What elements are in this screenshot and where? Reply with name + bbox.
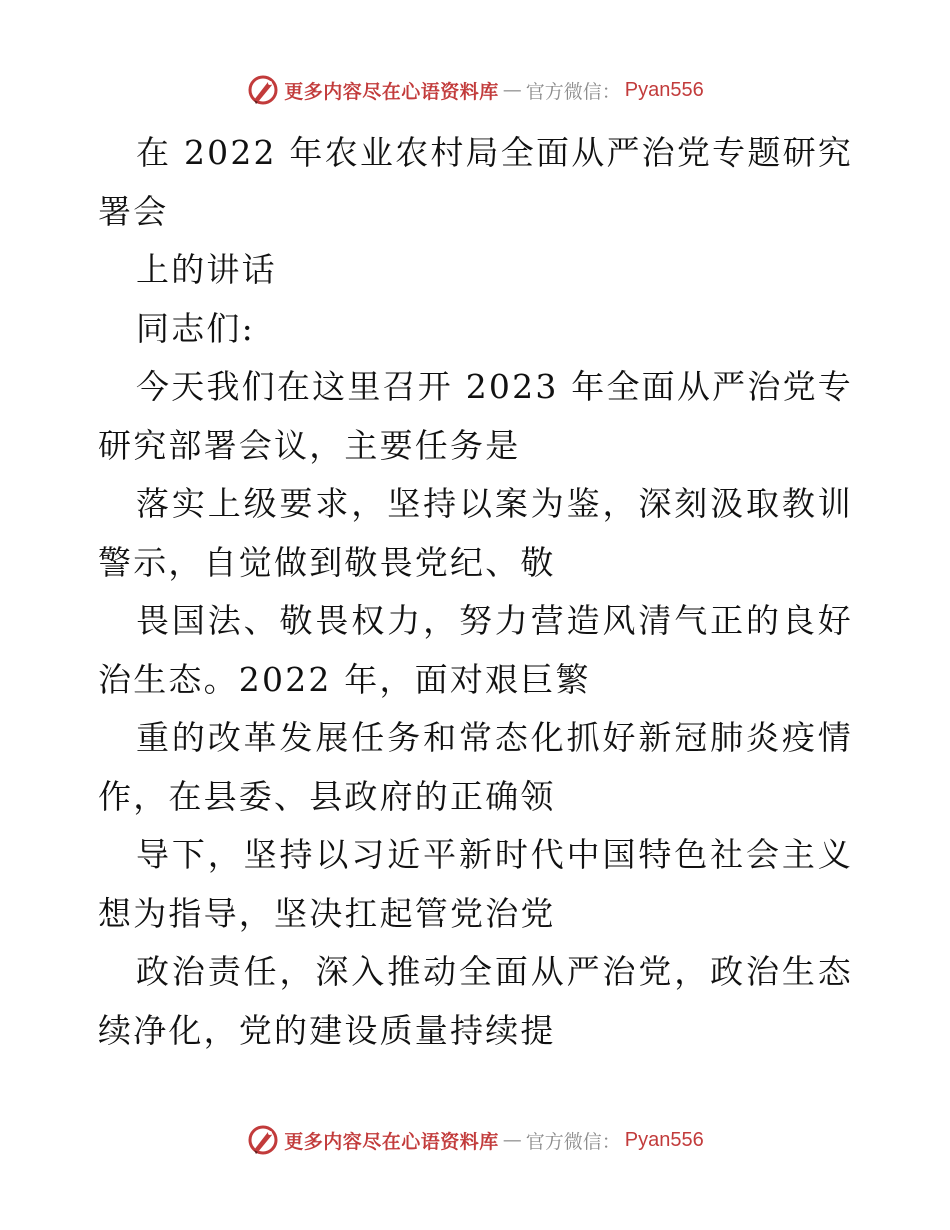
- body-line: 想为指导，坚决扛起管党治党: [98, 893, 556, 933]
- body-line: 治生态。2022 年，面对艰巨繁: [98, 659, 591, 699]
- banner-wechat-label: 官方微信：: [525, 80, 621, 103]
- body-line: 政治责任，深入推动全面从严治党，政治生态: [136, 952, 853, 991]
- body-line: 警示，自觉做到敬畏党纪、敬: [98, 542, 556, 582]
- banner-dash: —: [502, 79, 522, 101]
- body-line: 上的讲话: [136, 250, 277, 289]
- body-line: 重的改革发展任务和常态化抓好新冠肺炎疫情: [136, 718, 853, 757]
- body-line: 导下，坚持以习近平新时代中国特色社会主义: [136, 835, 853, 874]
- header-banner: [0, 70, 950, 110]
- body-line: 畏国法、敬畏权力，努力营造风清气正的良好: [136, 601, 853, 640]
- body-line: 作，在县委、县政府的正确领: [98, 776, 556, 816]
- document-body: [98, 124, 853, 1060]
- body-line: 署会: [98, 191, 169, 231]
- body-line: 同志们:: [136, 308, 255, 348]
- banner-wechat-id: Pyan556: [624, 1128, 704, 1151]
- header-banner-content: [246, 73, 704, 107]
- body-line: 研究部署会议，主要任务是: [98, 425, 521, 465]
- body-line: 落实上级要求，坚持以案为鉴，深刻汲取教训: [136, 484, 853, 523]
- body-line: 今天我们在这里召开 2023 年全面从严治党专: [136, 367, 853, 406]
- banner-promo-text: 更多内容尽在心语资料库: [284, 80, 499, 103]
- banner-wechat-label: 官方微信：: [525, 1130, 621, 1153]
- footer-banner: [0, 1120, 950, 1160]
- banner-wechat-id: Pyan556: [624, 78, 704, 101]
- pen-logo-icon: [246, 73, 280, 107]
- banner-dash: —: [502, 1129, 522, 1151]
- banner-promo-text: 更多内容尽在心语资料库: [284, 1130, 499, 1153]
- body-line: 在 2022 年农业农村局全面从严治党专题研究: [136, 133, 853, 172]
- pen-logo-icon: [246, 1123, 280, 1157]
- body-line: 续净化，党的建设质量持续提: [98, 1010, 556, 1050]
- footer-banner-content: [246, 1123, 704, 1157]
